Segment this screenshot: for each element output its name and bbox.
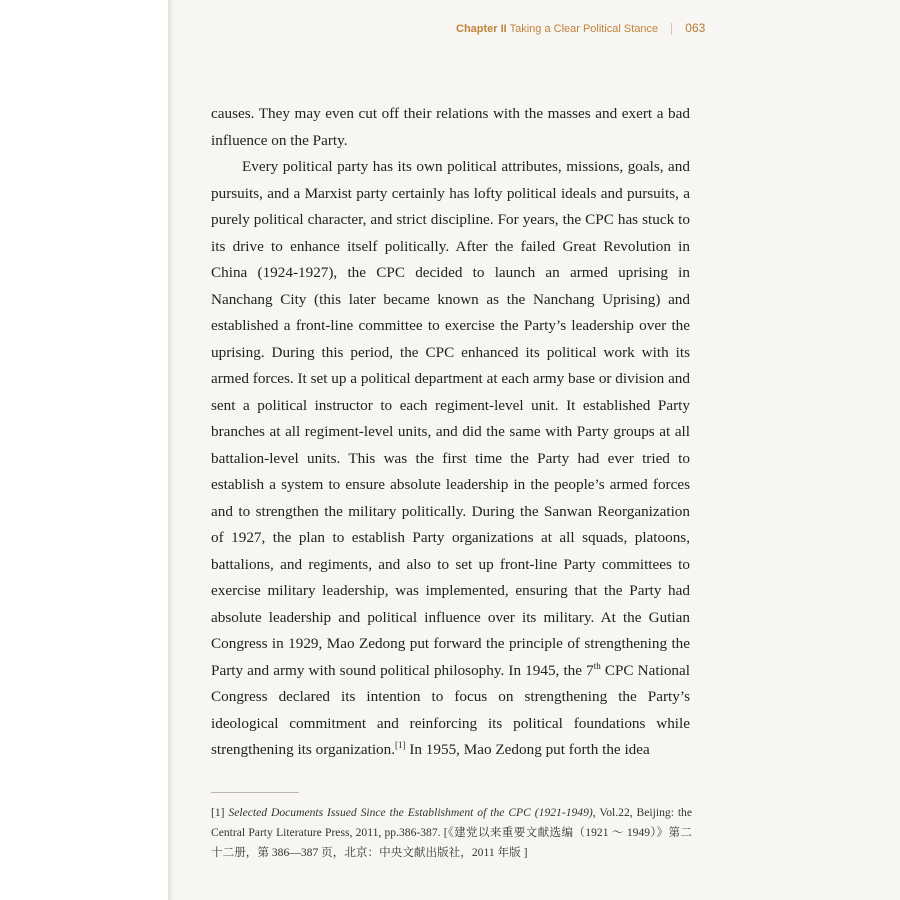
paragraph-2-text-b: CPC National Congress declared its intention to focus on strengthening the Party’s ideological commitment and reinforcing its political foundations while strengthening its organization. xyxy=(211,661,690,758)
page-number: 063 xyxy=(685,21,706,35)
footnote-divider xyxy=(211,792,299,793)
page-gutter-shadow xyxy=(168,0,174,900)
body-text xyxy=(211,101,690,764)
running-header xyxy=(456,21,705,35)
footnote xyxy=(211,803,692,863)
chapter-title: Taking a Clear Political Stance xyxy=(509,23,659,35)
footnote-details: , Vol.22, Beijing: the Central Party Literature Press, 2011, pp.386-387. [《建党以来重要文献选编（1921 ～ 1949）》第二十二册，第 386—387 页，北京：中央文献出版社，2011 年版 ] xyxy=(211,806,692,859)
chapter-label: Chapter II xyxy=(456,23,507,35)
header-divider xyxy=(671,23,672,35)
paragraph-2-text-a: Every political party has its own political attributes, missions, goals, and pursuits, and a Marxist party certainly has lofty political ideals and pursuits, a purely political character, and strict discipline. For years, the CPC has stuck to its drive to enhance itself politically. After the failed Great Revolution in China (1924-1927), the CPC decided to launch an armed uprising in Nanchang City (this later became known as the Nanchang Uprising) and established a front-line committee to exercise the Party’s leadership over the uprising. During this period, the CPC enhanced its political work with its armed forces. It set up a political department at each army base or division and sent a political instructor to each regiment-level unit. It established Party branches at all regiment-level units, and did the same with Party groups at all battalion-level units. This was the first time the Party had ever tried to establish a system to ensure absolute leadership in the people’s armed forces and to strengthen the military politically. During the Sanwan Reorganization of 1927, the plan to establish Party organizations at all squads, platoons, battalions, and regiments, and also to set up front-line Party committees to exercise military leadership, was implemented, ensuring that the Party had absolute leadership and political influence over its military. At the Gutian Congress in 1929, Mao Zedong put forward the principle of strengthening the Party and army with sound political philosophy. In 1945, the 7 xyxy=(211,158,690,679)
footnote-title: Selected Documents Issued Since the Establishment of the CPC (1921-1949) xyxy=(228,806,593,819)
paragraph-2 xyxy=(211,154,690,764)
paragraph-1: causes. They may even cut off their relations with the masses and exert a bad influence on the Party. xyxy=(211,105,690,149)
footnote-reference[interactable]: [1] xyxy=(395,739,406,750)
footnote-marker: [1] xyxy=(211,806,225,819)
ordinal-suffix: th xyxy=(593,660,601,671)
footnote-entry xyxy=(211,803,692,863)
paragraph-2-text-c: In 1955, Mao Zedong put forth the idea xyxy=(405,741,650,758)
